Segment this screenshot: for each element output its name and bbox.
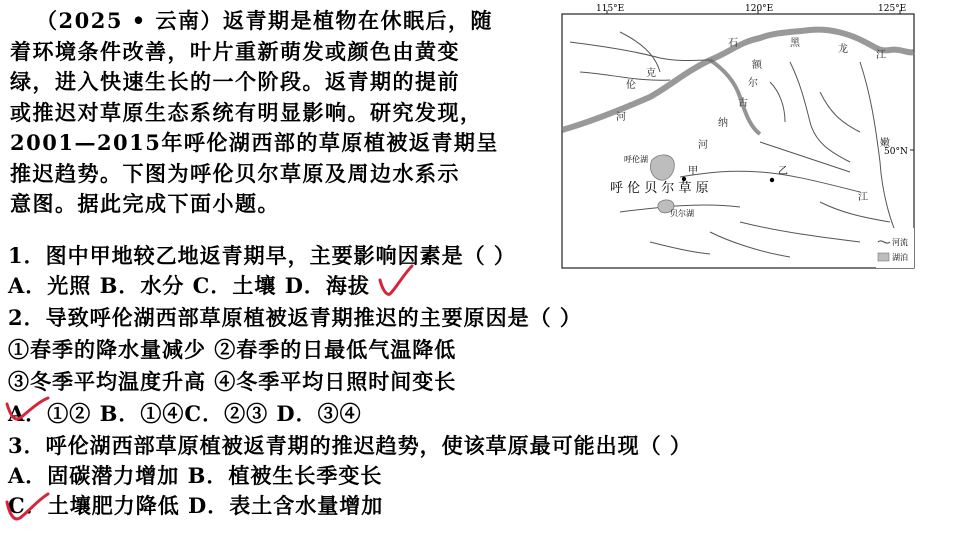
hulun-lake-label: 呼伦湖 — [624, 155, 648, 164]
beier-lake-label: 贝尔湖 — [670, 209, 694, 218]
river-label: 龙 — [838, 44, 848, 55]
question-3-stem: 3．呼伦湖西部草原植被返青期的推迟趋势，使该草原最可能出现（ ） — [8, 433, 692, 458]
river-label: 江 — [876, 50, 886, 61]
intro-line: （2025 • 云南）返青期是植物在休眠后，随 — [36, 8, 493, 33]
answer-check-mark-icon — [4, 392, 50, 428]
river-label: 尔 — [748, 78, 758, 89]
lon-label-120: 120°E — [745, 4, 774, 14]
river-label: 黑 — [790, 38, 800, 49]
hulunbuir-map — [560, 2, 916, 270]
intro-line: 意图。据此完成下面小题。 — [10, 191, 280, 216]
river-label: 古 — [738, 98, 748, 109]
point-yi-label: 乙 — [778, 166, 788, 177]
river-label: 河 — [698, 140, 708, 151]
lon-label-125: 125°E — [878, 4, 907, 14]
point-jia-label: 甲 — [688, 166, 698, 177]
question-3-options: C．土壤肥力降低 D．表土含水量增加 — [8, 493, 384, 518]
lat-label-50: 50°N — [884, 147, 908, 157]
river-label: 纳 — [718, 118, 728, 129]
river-label: 江 — [858, 192, 868, 203]
question-2-stem: 2．导致呼伦湖西部草原植被返青期推迟的主要原因是（ ） — [8, 305, 582, 330]
question-2-item: ③冬季平均温度升高 ④冬季平均日照时间变长 — [8, 369, 457, 394]
intro-line: 绿，进入快速生长的一个阶段。返青期的提前 — [10, 69, 460, 94]
river-label: 嫩 — [880, 138, 890, 149]
question-3-options: A．固碳潜力增加 B．植被生长季变长 — [8, 463, 383, 488]
point-jia-dot — [682, 177, 686, 181]
legend-river: 河流 — [892, 238, 908, 247]
intro-line: 推迟趋势。下图为呼伦贝尔草原及周边水系示 — [10, 160, 460, 186]
river-label: 克 — [646, 68, 656, 79]
intro-line: 着环境条件改善，叶片重新萌发或颜色由黄变 — [10, 38, 460, 64]
river-label: 石 — [728, 38, 738, 49]
river-label: 河 — [616, 112, 626, 123]
question-1-stem: 1．图中甲地较乙地返青期早，主要影响因素是（ ） — [8, 243, 516, 268]
question-2-options: A．①② B．①④C．②③ D．③④ — [8, 401, 362, 426]
question-intro — [10, 6, 550, 220]
map-legend — [876, 228, 914, 268]
legend-lake: 湖泊 — [892, 253, 908, 262]
river-label: 伦 — [626, 80, 636, 91]
point-yi-dot — [770, 178, 774, 182]
answer-check-mark-icon — [376, 262, 416, 300]
question-1-options: A．光照 B．水分 C．土壤 D．海拔 — [8, 273, 370, 298]
river-label: 额 — [752, 60, 762, 71]
answer-check-mark-icon — [4, 486, 50, 526]
intro-line: 或推迟对草原生态系统有明显影响。研究发现， — [10, 99, 483, 125]
intro-line: 2001—2015年呼伦湖西部的草原植被返青期呈 — [10, 130, 499, 155]
question-2-item: ①春季的降水量减少 ②春季的日最低气温降低 — [8, 337, 457, 362]
lon-label-115: 115°E — [596, 4, 625, 14]
grassland-label: 呼 伦 贝 尔 草 原 — [610, 181, 709, 196]
